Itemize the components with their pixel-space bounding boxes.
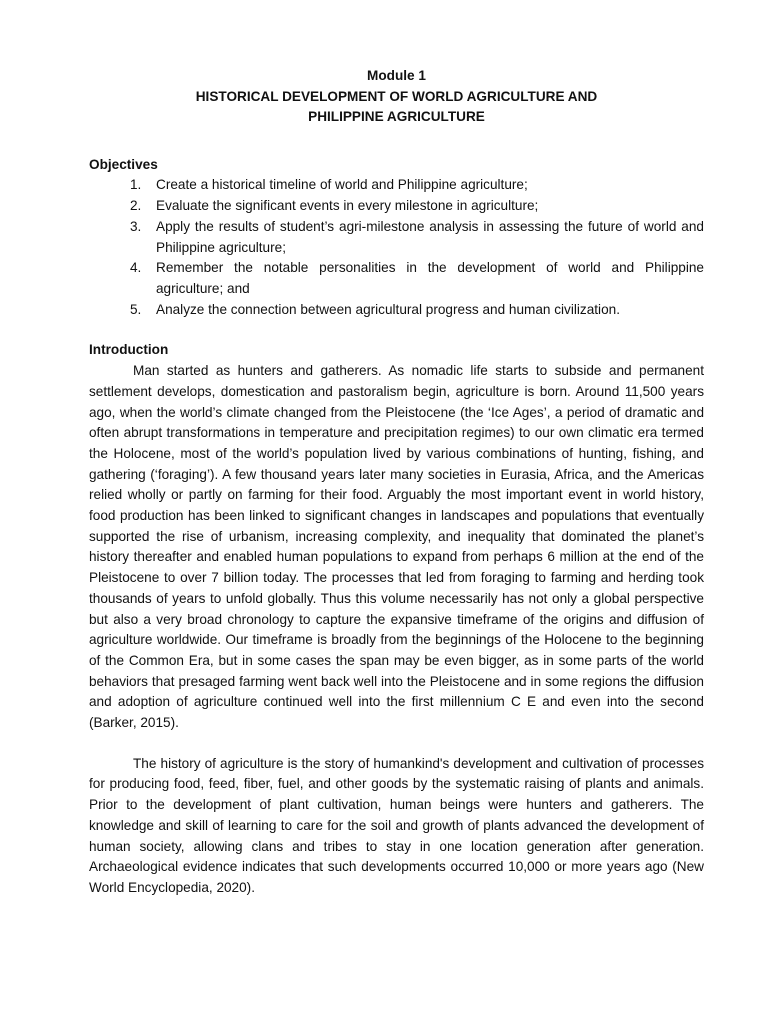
document-page [89,66,704,899]
module-label: Module 1 [367,68,426,83]
objectives-list [89,175,704,320]
objective-text: Create a historical timeline of world and Philippine agriculture; [156,177,528,193]
objective-number: 3. [130,218,142,234]
objective-text: Analyze the connection between agricultural progress and human civilization. [156,301,620,317]
objective-text: Apply the results of student’s agri-milestone analysis in assessing the future of world and Philippine agriculture; [156,218,704,255]
introduction-paragraph: Man started as hunters and gatherers. As nomadic life starts to subside and permanent settlement develops, domestication and pastoralism begin, agriculture is born. Around 11,500 years ago, when the world’s climate changed from the Pleistocene (the ‘Ice Ages’, a period of dramatic and often abrupt transformations in temperature and precipitation regimes) to our own climatic era termed the Holocene, most of the world’s population lived by various combinations of hunting, fishing, and gathering (‘foraging’). A few thousand years later many societies in Eurasia, Africa, and the Americas relied wholly or partly on farming for their food. Arguably the most important event in world history, food production has been linked to significant changes in landscapes and populations that eventually supported the rise of urbanism, increasing complexity, and inequality that dominated the planet’s history thereafter and enabled human populations to expand from perhaps 6 million at the end of the Pleistocene to over 7 billion today. The processes that led from foraging to farming and herding took thousands of years to unfold globally. Thus this volume necessarily has not only a global perspective but also a very broad chronology to capture the expansive timeframe of the origins and diffusion of agriculture worldwide. Our timeframe is broadly from the beginnings of the Holocene to the beginning of the Common Era, but in some cases the span may be even bigger, as in some parts of the world behaviors that presaged farming went back well into the Pleistocene and in some regions the diffusion and adoption of agriculture continued well into the first millennium C E and even into the second (Barker, 2015). [89,363,704,731]
objective-item [130,175,704,196]
module-title-line-1: HISTORICAL DEVELOPMENT OF WORLD AGRICULTURE AND [195,88,598,104]
objective-item [130,196,704,217]
objective-number: 2. [130,198,142,214]
objectives-heading: Objectives [89,156,158,172]
objective-number: 4. [130,260,142,276]
introduction-heading: Introduction [89,342,169,358]
objective-item [130,217,704,258]
objective-number: 1. [130,177,142,193]
module-title-line-2: PHILIPPINE AGRICULTURE [308,109,485,125]
objective-text: Remember the notable personalities in the development of world and Philippine agriculture; and [156,260,704,296]
objective-item [130,300,704,321]
objective-item [130,258,704,299]
objective-text: Evaluate the significant events in every milestone in agriculture; [156,198,539,214]
introduction-paragraph: The history of agriculture is the story of humankind's development and cultivation of processes for producing food, feed, fiber, fuel, and other goods by the systematic raising of plants and animals. Prior to the development of plant cultivation, human beings were hunters and gatherers. The knowledge and skill of learning to care for the soil and growth of plants advanced the development of human society, allowing clans and tribes to stay in one location generation after generation. Archaeological evidence indicates that such developments occurred 10,000 or more years ago (New World Encyclopedia, 2020). [89,755,704,895]
objective-number: 5. [130,301,142,317]
document-header [89,66,704,128]
